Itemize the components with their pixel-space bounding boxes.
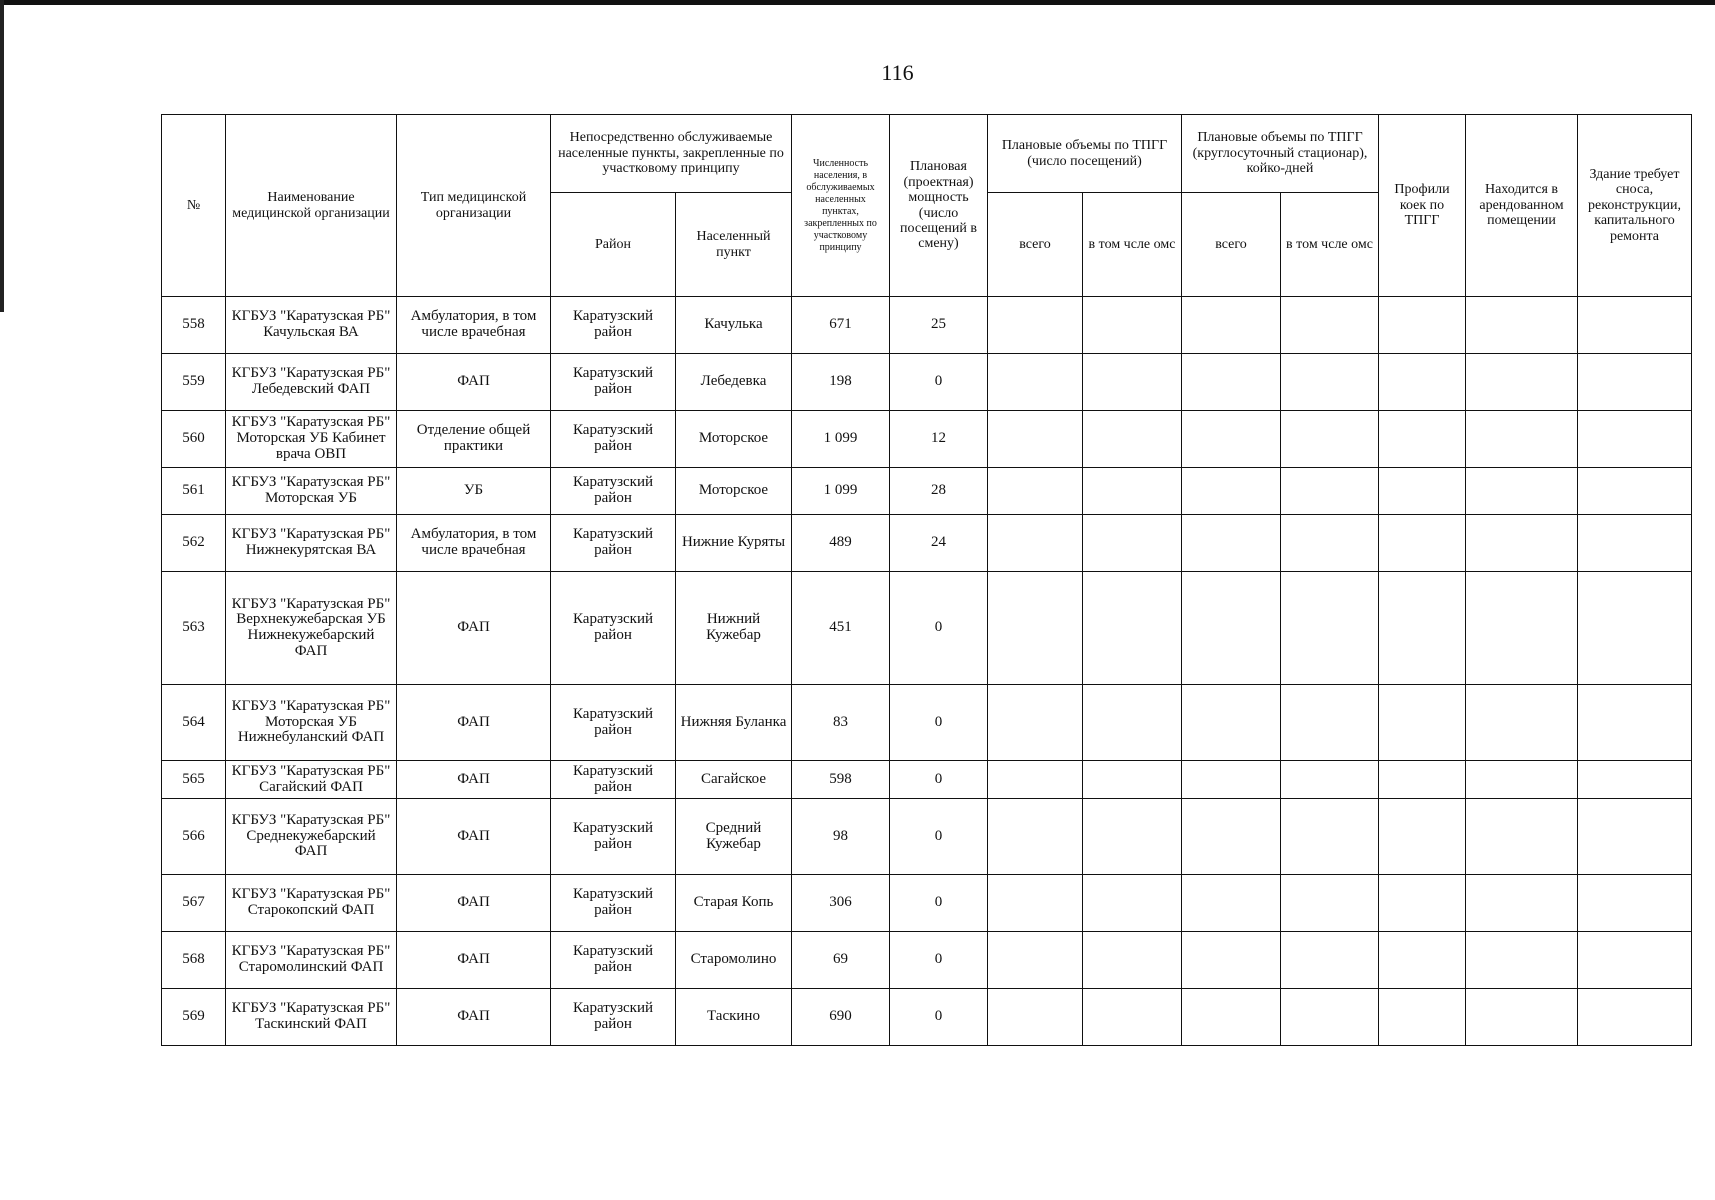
cell-population: 451 [792, 572, 890, 685]
scan-top-border [0, 0, 1715, 5]
cell-visits-total [988, 515, 1083, 572]
cell-no: 569 [162, 989, 226, 1046]
cell-settlement: Нижняя Буланка [676, 685, 792, 761]
cell-profiles [1379, 515, 1466, 572]
cell-rented [1466, 875, 1578, 932]
cell-settlement: Сагайское [676, 761, 792, 799]
cell-building [1578, 875, 1692, 932]
cell-visits-oms [1083, 875, 1182, 932]
cell-type: ФАП [397, 932, 551, 989]
cell-building [1578, 297, 1692, 354]
cell-settlement: Старомолино [676, 932, 792, 989]
cell-name: КГБУЗ "Каратузская РБ" Моторская УБ Кабинет врача ОВП [226, 411, 397, 468]
table-row [162, 515, 1692, 572]
cell-population: 198 [792, 354, 890, 411]
cell-name: КГБУЗ "Каратузская РБ" Таскинский ФАП [226, 989, 397, 1046]
cell-capacity: 0 [890, 354, 988, 411]
cell-beds-total [1182, 354, 1281, 411]
cell-visits-total [988, 354, 1083, 411]
cell-name: КГБУЗ "Каратузская РБ" Старомолинский ФАП [226, 932, 397, 989]
header-beds-total: всего [1182, 193, 1281, 297]
cell-capacity: 12 [890, 411, 988, 468]
cell-district: Каратузский район [551, 989, 676, 1046]
cell-type: Амбулатория, в том числе врачебная [397, 515, 551, 572]
cell-capacity: 0 [890, 761, 988, 799]
cell-population: 306 [792, 875, 890, 932]
table-row [162, 875, 1692, 932]
cell-district: Каратузский район [551, 761, 676, 799]
cell-beds-total [1182, 932, 1281, 989]
cell-profiles [1379, 354, 1466, 411]
header-visits-total: всего [988, 193, 1083, 297]
cell-no: 565 [162, 761, 226, 799]
table-row [162, 468, 1692, 515]
header-visits-oms: в том чсле омс [1083, 193, 1182, 297]
cell-profiles [1379, 799, 1466, 875]
cell-building [1578, 685, 1692, 761]
cell-beds-total [1182, 685, 1281, 761]
table-row [162, 932, 1692, 989]
cell-visits-oms [1083, 411, 1182, 468]
table-row [162, 761, 1692, 799]
cell-rented [1466, 354, 1578, 411]
cell-visits-total [988, 685, 1083, 761]
cell-settlement: Моторское [676, 411, 792, 468]
cell-building [1578, 515, 1692, 572]
cell-population: 1 099 [792, 411, 890, 468]
cell-district: Каратузский район [551, 875, 676, 932]
cell-visits-total [988, 989, 1083, 1046]
cell-visits-oms [1083, 515, 1182, 572]
cell-name: КГБУЗ "Каратузская РБ" Моторская УБ Нижнебуланский ФАП [226, 685, 397, 761]
cell-no: 563 [162, 572, 226, 685]
cell-name: КГБУЗ "Каратузская РБ" Старокопский ФАП [226, 875, 397, 932]
cell-beds-oms [1281, 297, 1379, 354]
cell-visits-oms [1083, 799, 1182, 875]
header-capacity: Плановая (проектная) мощность (число посещений в смену) [890, 115, 988, 297]
cell-district: Каратузский район [551, 468, 676, 515]
cell-beds-oms [1281, 799, 1379, 875]
cell-beds-oms [1281, 468, 1379, 515]
cell-population: 1 099 [792, 468, 890, 515]
header-building: Здание требует сноса, реконструкции, капитального ремонта [1578, 115, 1692, 297]
cell-no: 562 [162, 515, 226, 572]
cell-population: 83 [792, 685, 890, 761]
cell-building [1578, 799, 1692, 875]
cell-visits-oms [1083, 468, 1182, 515]
table-row [162, 799, 1692, 875]
cell-building [1578, 989, 1692, 1046]
cell-capacity: 25 [890, 297, 988, 354]
cell-beds-oms [1281, 515, 1379, 572]
cell-population: 671 [792, 297, 890, 354]
cell-building [1578, 411, 1692, 468]
cell-rented [1466, 989, 1578, 1046]
cell-beds-total [1182, 468, 1281, 515]
cell-no: 568 [162, 932, 226, 989]
cell-visits-oms [1083, 572, 1182, 685]
cell-beds-total [1182, 875, 1281, 932]
cell-settlement: Качулька [676, 297, 792, 354]
cell-no: 566 [162, 799, 226, 875]
cell-type: ФАП [397, 989, 551, 1046]
cell-profiles [1379, 932, 1466, 989]
cell-type: ФАП [397, 875, 551, 932]
header-rented: Находится в арендованном помещении [1466, 115, 1578, 297]
header-visits: Плановые объемы по ТПГГ (число посещений) [988, 115, 1182, 193]
header-type: Тип медицинской организации [397, 115, 551, 297]
page-number: 116 [881, 60, 914, 85]
cell-visits-total [988, 468, 1083, 515]
cell-capacity: 0 [890, 685, 988, 761]
table-row [162, 989, 1692, 1046]
cell-name: КГБУЗ "Каратузская РБ" Среднекужебарский ФАП [226, 799, 397, 875]
cell-profiles [1379, 468, 1466, 515]
cell-district: Каратузский район [551, 411, 676, 468]
cell-name: КГБУЗ "Каратузская РБ" Моторская УБ [226, 468, 397, 515]
cell-name: КГБУЗ "Каратузская РБ" Сагайский ФАП [226, 761, 397, 799]
cell-building [1578, 932, 1692, 989]
cell-beds-oms [1281, 572, 1379, 685]
cell-profiles [1379, 685, 1466, 761]
header-beds: Плановые объемы по ТПГГ (круглосуточный стационар), койко-дней [1182, 115, 1379, 193]
cell-type: ФАП [397, 799, 551, 875]
cell-visits-oms [1083, 354, 1182, 411]
cell-settlement: Старая Копь [676, 875, 792, 932]
cell-profiles [1379, 989, 1466, 1046]
cell-rented [1466, 411, 1578, 468]
table-row [162, 572, 1692, 685]
header-no: № [162, 115, 226, 297]
cell-capacity: 0 [890, 932, 988, 989]
cell-visits-total [988, 761, 1083, 799]
cell-no: 560 [162, 411, 226, 468]
header-settlement: Населенный пункт [676, 193, 792, 297]
table-row [162, 411, 1692, 468]
facilities-table [161, 114, 1692, 1046]
cell-settlement: Средний Кужебар [676, 799, 792, 875]
cell-visits-total [988, 297, 1083, 354]
cell-beds-total [1182, 411, 1281, 468]
table-row [162, 297, 1692, 354]
cell-beds-oms [1281, 354, 1379, 411]
cell-visits-oms [1083, 761, 1182, 799]
cell-profiles [1379, 411, 1466, 468]
cell-rented [1466, 572, 1578, 685]
cell-rented [1466, 761, 1578, 799]
cell-district: Каратузский район [551, 572, 676, 685]
cell-type: ФАП [397, 685, 551, 761]
cell-name: КГБУЗ "Каратузская РБ" Качульская ВА [226, 297, 397, 354]
cell-settlement: Нижние Куряты [676, 515, 792, 572]
cell-district: Каратузский район [551, 685, 676, 761]
cell-rented [1466, 799, 1578, 875]
table-body [162, 297, 1692, 1046]
cell-no: 564 [162, 685, 226, 761]
cell-visits-total [988, 411, 1083, 468]
header-beds-oms: в том чсле омс [1281, 193, 1379, 297]
cell-district: Каратузский район [551, 297, 676, 354]
cell-district: Каратузский район [551, 515, 676, 572]
cell-rented [1466, 685, 1578, 761]
cell-settlement: Лебедевка [676, 354, 792, 411]
cell-beds-total [1182, 989, 1281, 1046]
cell-building [1578, 354, 1692, 411]
header-name: Наименование медицинской организации [226, 115, 397, 297]
cell-rented [1466, 932, 1578, 989]
table-row [162, 685, 1692, 761]
cell-type: Амбулатория, в том числе врачебная [397, 297, 551, 354]
cell-profiles [1379, 875, 1466, 932]
cell-rented [1466, 515, 1578, 572]
cell-name: КГБУЗ "Каратузская РБ" Лебедевский ФАП [226, 354, 397, 411]
cell-settlement: Нижний Кужебар [676, 572, 792, 685]
cell-beds-oms [1281, 932, 1379, 989]
cell-building [1578, 572, 1692, 685]
cell-beds-oms [1281, 761, 1379, 799]
cell-profiles [1379, 572, 1466, 685]
cell-beds-oms [1281, 875, 1379, 932]
cell-rented [1466, 297, 1578, 354]
cell-population: 489 [792, 515, 890, 572]
cell-settlement: Таскино [676, 989, 792, 1046]
cell-population: 598 [792, 761, 890, 799]
cell-beds-total [1182, 761, 1281, 799]
cell-capacity: 28 [890, 468, 988, 515]
cell-visits-oms [1083, 932, 1182, 989]
cell-settlement: Моторское [676, 468, 792, 515]
cell-no: 567 [162, 875, 226, 932]
cell-population: 69 [792, 932, 890, 989]
cell-name: КГБУЗ "Каратузская РБ" Нижнекурятская ВА [226, 515, 397, 572]
cell-no: 558 [162, 297, 226, 354]
table-row [162, 354, 1692, 411]
cell-capacity: 0 [890, 799, 988, 875]
cell-beds-total [1182, 297, 1281, 354]
cell-beds-total [1182, 799, 1281, 875]
cell-visits-oms [1083, 297, 1182, 354]
cell-district: Каратузский район [551, 354, 676, 411]
cell-building [1578, 761, 1692, 799]
scan-left-border [0, 0, 4, 312]
cell-no: 559 [162, 354, 226, 411]
cell-capacity: 0 [890, 875, 988, 932]
cell-district: Каратузский район [551, 932, 676, 989]
cell-capacity: 24 [890, 515, 988, 572]
cell-beds-total [1182, 515, 1281, 572]
cell-population: 98 [792, 799, 890, 875]
cell-building [1578, 468, 1692, 515]
cell-visits-total [988, 932, 1083, 989]
cell-type: ФАП [397, 572, 551, 685]
cell-visits-total [988, 572, 1083, 685]
header-population: Численность населения, в обслуживаемых населенных пунктах, закрепленных по участковому принципу [792, 115, 890, 297]
cell-rented [1466, 468, 1578, 515]
cell-capacity: 0 [890, 989, 988, 1046]
cell-no: 561 [162, 468, 226, 515]
cell-beds-oms [1281, 989, 1379, 1046]
cell-type: ФАП [397, 761, 551, 799]
cell-name: КГБУЗ "Каратузская РБ" Верхнекужебарская УБ Нижнекужебарский ФАП [226, 572, 397, 685]
cell-type: Отделение общей практики [397, 411, 551, 468]
cell-visits-total [988, 875, 1083, 932]
cell-profiles [1379, 761, 1466, 799]
cell-type: УБ [397, 468, 551, 515]
header-district: Район [551, 193, 676, 297]
table-header [162, 115, 1692, 297]
cell-district: Каратузский район [551, 799, 676, 875]
cell-type: ФАП [397, 354, 551, 411]
cell-beds-oms [1281, 411, 1379, 468]
cell-visits-oms [1083, 685, 1182, 761]
cell-visits-total [988, 799, 1083, 875]
cell-beds-total [1182, 572, 1281, 685]
header-serviced: Непосредственно обслуживаемые населенные пункты, закрепленные по участковому принципу [551, 115, 792, 193]
cell-beds-oms [1281, 685, 1379, 761]
cell-visits-oms [1083, 989, 1182, 1046]
cell-capacity: 0 [890, 572, 988, 685]
cell-population: 690 [792, 989, 890, 1046]
header-profiles: Профили коек по ТПГГ [1379, 115, 1466, 297]
cell-profiles [1379, 297, 1466, 354]
